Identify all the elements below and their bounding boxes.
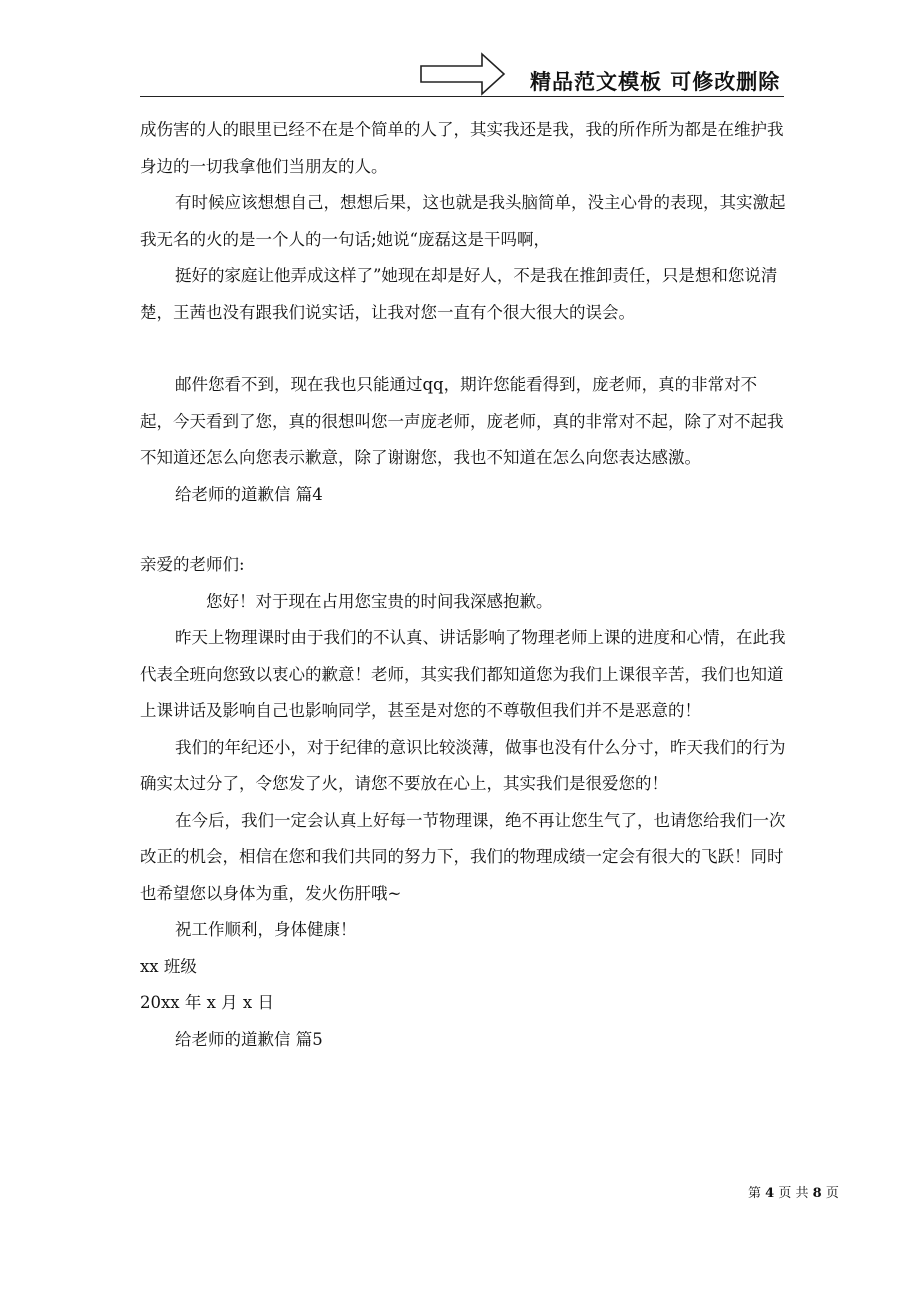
paragraph: 成伤害的人的眼里已经不在是个简单的人了，其实我还是我，我的所作所为都是在维护我身边的一切我拿他们当朋友的人。 — [140, 120, 784, 176]
right-arrow-outline-icon — [420, 52, 506, 96]
total-pages: 8 — [812, 1186, 822, 1201]
page-prefix: 第 — [748, 1186, 762, 1201]
date: 20xx 年 x 月 x 日 — [140, 993, 274, 1012]
header-title: 精品范文模板 可修改删除 — [530, 70, 781, 94]
page-header — [0, 0, 920, 100]
current-page: 4 — [765, 1186, 775, 1201]
header-divider — [140, 96, 784, 97]
section-heading: 给老师的道歉信 篇5 — [175, 1029, 323, 1049]
page-middle: 页 共 — [778, 1186, 809, 1201]
paragraph: 在今后，我们一定会认真上好每一节物理课，绝不再让您生气了，也请您给我们一次改正的机会，相信在您和我们共同的努力下，我们的物理成绩一定会有很大的飞跃！同时也希望您以身体为重，发火伤肝哦~ — [140, 810, 786, 903]
paragraph: 挺好的家庭让他弄成这样了”她现在却是好人，不是我在推卸责任，只是想和您说清楚，王茜也没有跟我们说实话，让我对您一直有个很大很大的误会。 — [140, 266, 778, 322]
section-heading: 给老师的道歉信 篇4 — [175, 484, 323, 504]
closing: 祝工作顺利，身体健康！ — [175, 920, 357, 939]
greeting: 您好！对于现在占用您宝贵的时间我深感抱歉。 — [206, 591, 553, 611]
paragraph: 昨天上物理课时由于我们的不认真、讲话影响了物理老师上课的进度和心情，在此我代表全班向您致以衷心的歉意！老师，其实我们都知道您为我们上课很辛苦，我们也知道上课讲话及影响自己也影响同学，甚至是对您的不尊敬但我们并不是恶意的！ — [140, 628, 786, 720]
paragraph: 我们的年纪还小，对于纪律的意识比较淡薄，做事也没有什么分寸，昨天我们的行为确实太过分了，令您发了火，请您不要放在心上，其实我们是很爱您的！ — [140, 737, 786, 793]
blank-line — [140, 331, 790, 367]
page-suffix: 页 — [825, 1186, 839, 1201]
document-body — [140, 112, 790, 1058]
salutation: 亲爱的老师们: — [140, 555, 245, 574]
signature: xx 班级 — [140, 956, 197, 976]
page-number — [748, 1182, 839, 1201]
paragraph: 邮件您看不到，现在我也只能通过qq，期许您能看得到，庞老师，真的非常对不起，今天看到了您，真的很想叫您一声庞老师，庞老师，真的非常对不起，除了对不起我不知道还怎么向您表示歉意，除了谢谢您，我也不知道在怎么向您表达感激。 — [140, 375, 784, 467]
paragraph: 有时候应该想想自己，想想后果，这也就是我头脑简单，没主心骨的表现，其实激起我无名的火的是一个人的一句话;她说“庞磊这是干吗啊， — [140, 193, 786, 249]
blank-line — [140, 513, 790, 547]
